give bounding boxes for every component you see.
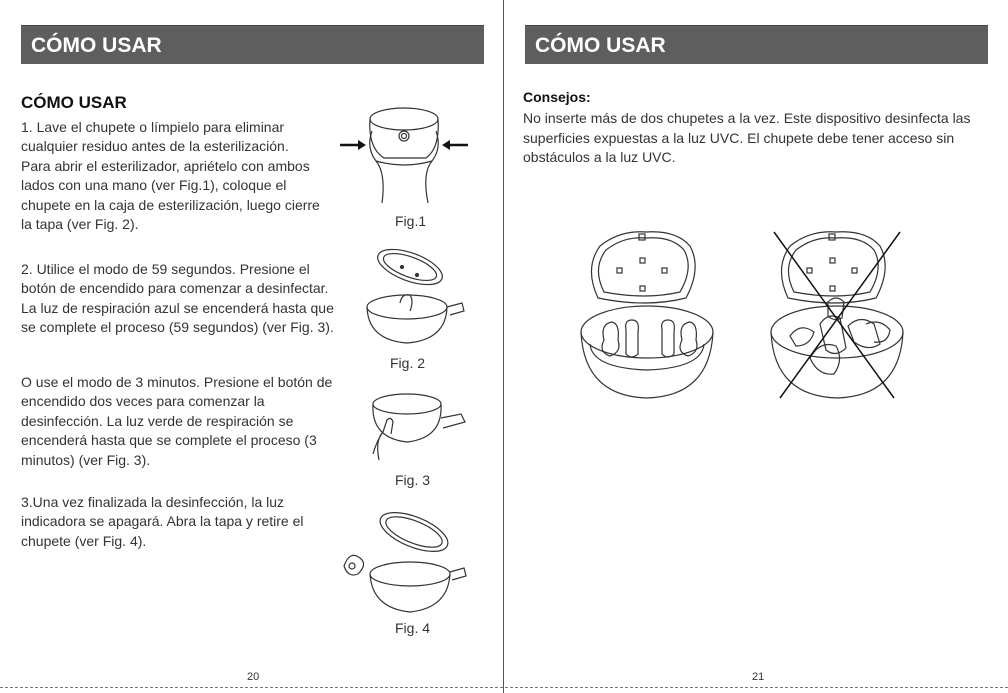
page-header: CÓMO USAR bbox=[21, 25, 484, 64]
figure-1-illustration bbox=[336, 103, 476, 213]
instruction-step-2-alt: O use el modo de 3 minutos. Presione el botón de encendido dos veces para comenzar la desinfección. La luz verde de respiración se encenderá hasta que se complete el proceso (3 minutos) (ver Fig. 3). bbox=[21, 374, 333, 468]
figure-2-caption: Fig. 2 bbox=[390, 355, 426, 371]
page-number: 20 bbox=[247, 671, 260, 683]
figure-4-caption: Fig. 4 bbox=[395, 620, 431, 636]
section-title: CÓMO USAR bbox=[21, 93, 127, 112]
instruction-step-2: 2. Utilice el modo de 59 segundos. Presione el botón de encendido para comenzar a desinfectar. La luz de respiración azul se encenderá hasta que se complete el proceso (59 segundos) (ver Fig. 3). bbox=[21, 261, 334, 336]
figure-3-illustration bbox=[365, 390, 475, 470]
page-number: 21 bbox=[752, 671, 765, 683]
right-page bbox=[504, 0, 1008, 693]
instruction-step-3: 3.Una vez finalizada la desinfección, la luz indicadora se apagará. Abra la tapa y retire el chupete (ver Fig. 4). bbox=[21, 494, 304, 549]
figure-1-caption: Fig.1 bbox=[395, 213, 427, 229]
figure-4-illustration bbox=[340, 508, 470, 616]
figure-2-illustration bbox=[362, 245, 472, 350]
incorrect-usage-illustration bbox=[770, 228, 904, 400]
tips-title: Consejos: bbox=[523, 89, 591, 105]
tips-text: No inserte más de dos chupetes a la vez. Este dispositivo desinfecta las superficies expuestas a la luz UVC. El chupete debe tener acceso sin obstáculos a la luz UVC. bbox=[523, 110, 971, 165]
page-header: CÓMO USAR bbox=[525, 25, 988, 64]
figure-3-caption: Fig. 3 bbox=[395, 472, 431, 488]
instruction-step-1: 1. Lave el chupete o límpielo para eliminar cualquier residuo antes de la esterilización. Para abrir el esterilizador, apriételo con ambos lados con una mano (ver Fig.1), coloque el chupete en la caja de esterilización, luego cierre la tapa (ver Fig. 2). bbox=[21, 119, 320, 233]
correct-usage-illustration bbox=[580, 228, 714, 400]
